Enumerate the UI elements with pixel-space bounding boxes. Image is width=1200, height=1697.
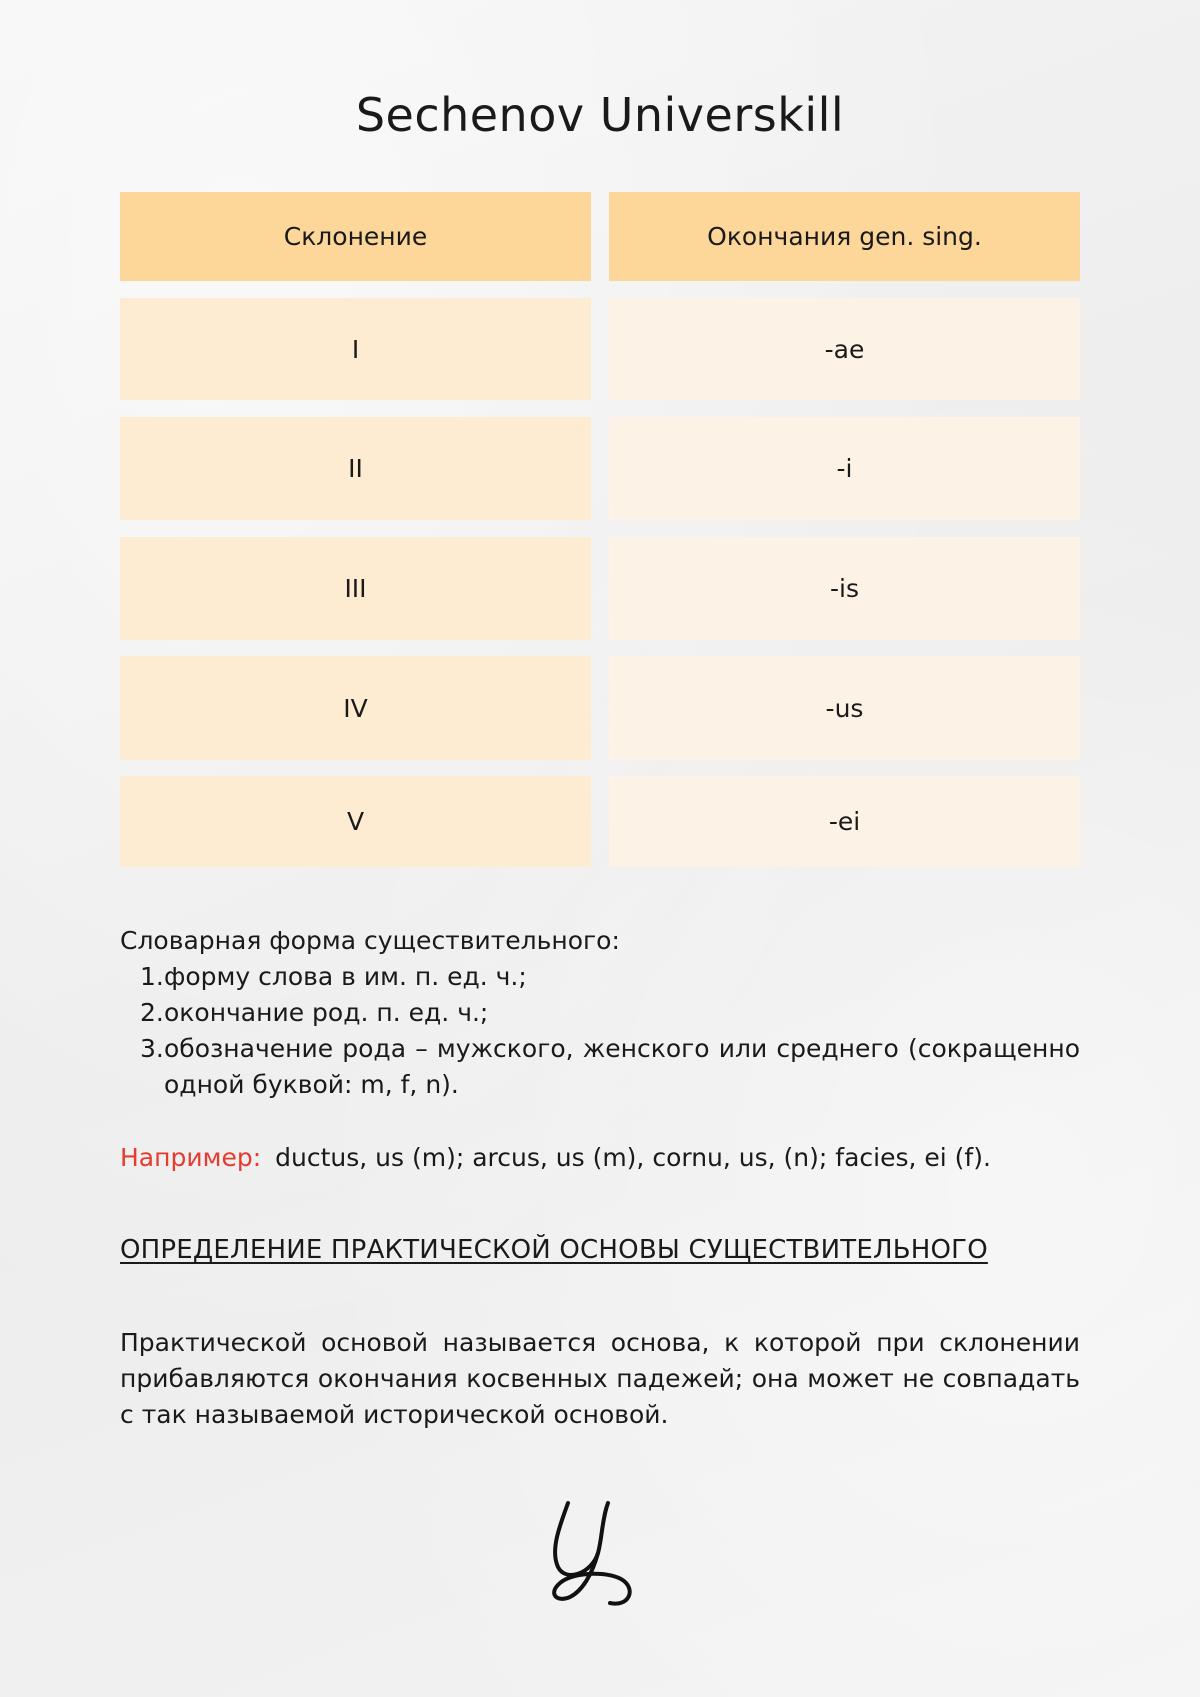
table-cell-ending: -ae [609, 298, 1080, 400]
table-header-declension: Склонение [120, 192, 591, 281]
table-cell-ending: -ei [609, 776, 1080, 867]
example-line [120, 1140, 1080, 1176]
table-cell-declension: V [120, 776, 591, 867]
page-title: Sechenov Universkill [355, 88, 845, 142]
dictionary-form-title: Словарная форма существительного: [120, 926, 620, 955]
table-cell-ending: -us [609, 656, 1080, 760]
us-monogram-logo [540, 1495, 660, 1615]
table-cell-declension: III [120, 537, 591, 640]
example-text: ductus, us (m); arcus, us (m), cornu, us, (n); facies, ei (f). [275, 1143, 991, 1172]
section-paragraph: Практической основой называется основа, к которой при склонении прибавляются окончания косвенных падежей; она может не совпадать с так называемой исторической основой. [120, 1328, 1080, 1429]
list-item: форму слова в им. п. ед. ч.; [164, 962, 527, 991]
dictionary-form-list [120, 959, 1080, 1103]
list-item: обозначение рода – мужского, женского или среднего (сокращенно одной буквой: m, f, n). [164, 1034, 1080, 1099]
example-label: Например: [120, 1143, 262, 1172]
list-item: окончание род. п. ед. ч.; [164, 998, 489, 1027]
table-cell-ending: -is [609, 537, 1080, 640]
table-cell-ending: -i [609, 417, 1080, 520]
table-cell-declension: I [120, 298, 591, 400]
dictionary-form-block [120, 923, 1080, 1103]
section-heading: ОПРЕДЕЛЕНИЕ ПРАКТИЧЕСКОЙ ОСНОВЫ СУЩЕСТВИТЕЛЬНОГО [120, 1235, 988, 1265]
table-cell-declension: II [120, 417, 591, 520]
table-header-ending: Окончания gen. sing. [609, 192, 1080, 281]
table-cell-declension: IV [120, 656, 591, 760]
